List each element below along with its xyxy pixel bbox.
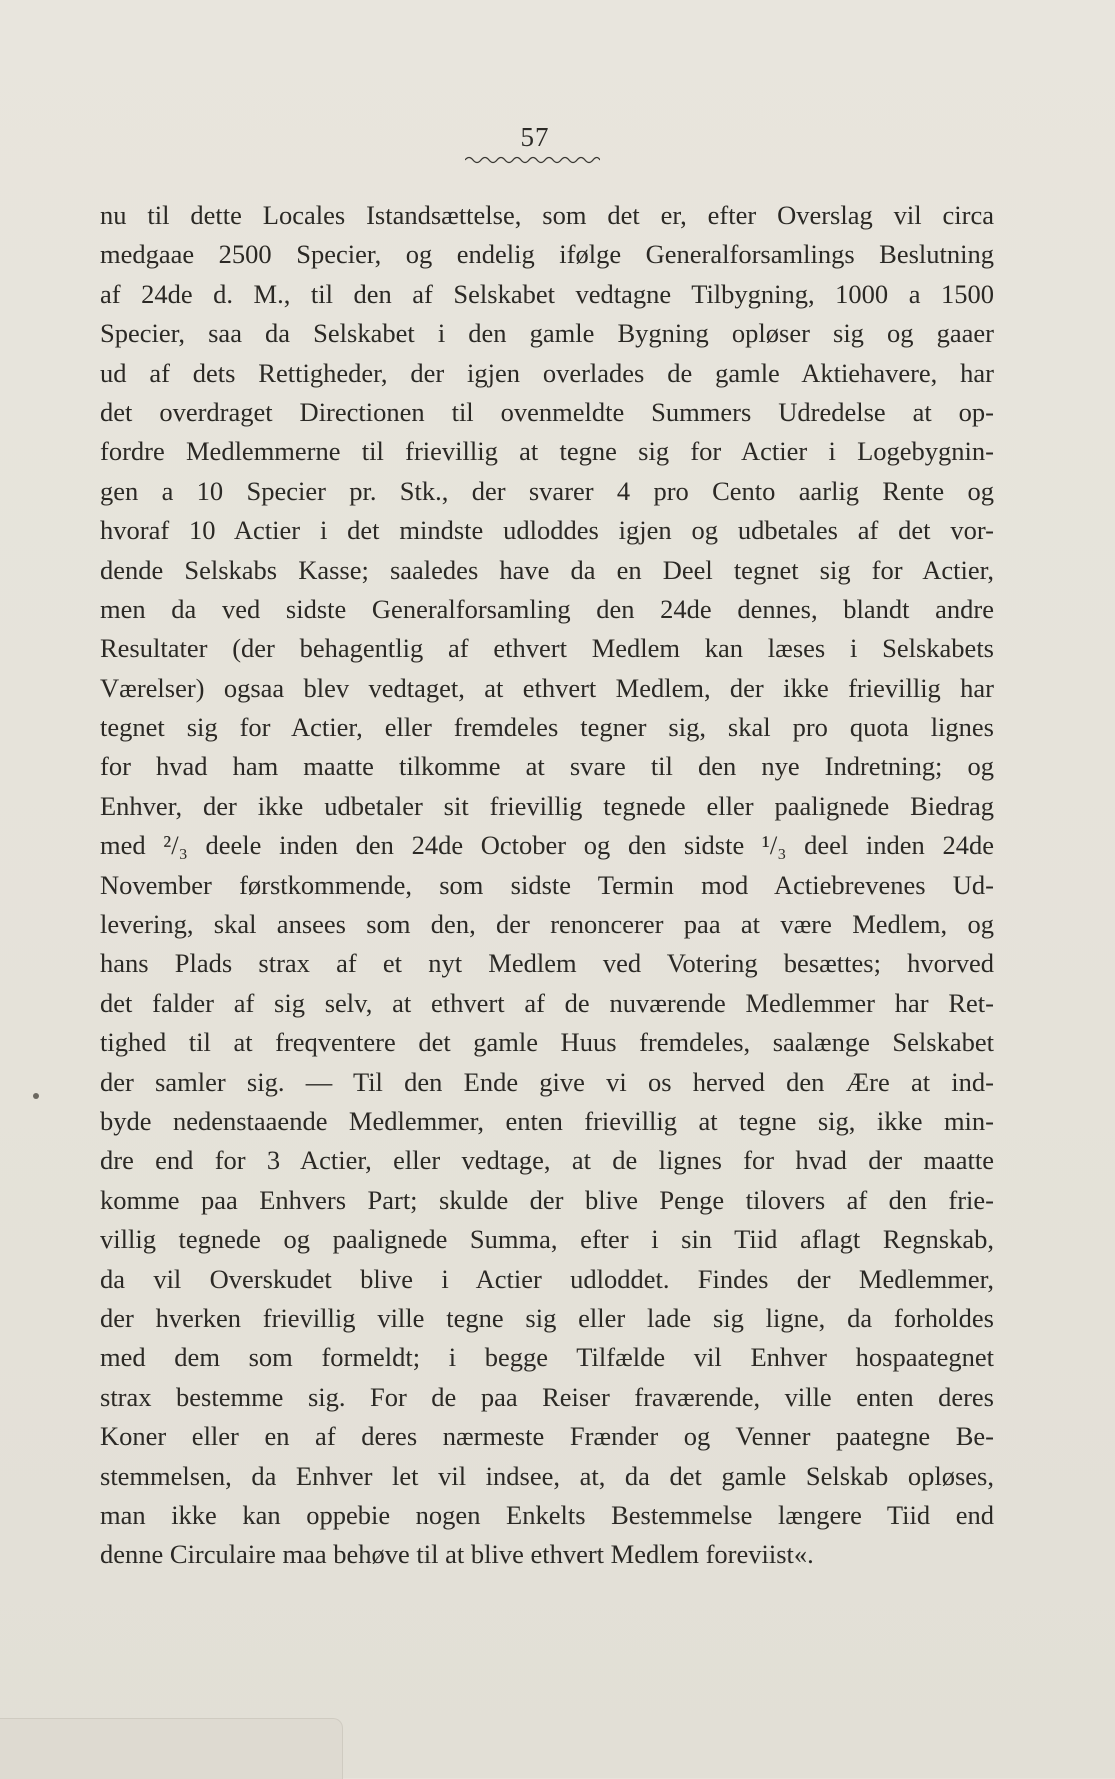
text-line: stemmelsen, da Enhver let vil indsee, at, da det gamle Selskab opløses, — [100, 1460, 994, 1491]
text-line: Koner eller en af deres nærmeste Frænder og Venner paategne Be- — [100, 1421, 994, 1452]
text-line: Resultater (der behagentlig af ethvert Medlem kan læses i Selskabets — [100, 633, 994, 664]
text-line: tegnet sig for Actier, eller fremdeles tegner sig, skal pro quota lignes — [100, 712, 994, 743]
text-line: man ikke kan oppebie nogen Enkelts Bestemmelse længere Tiid end — [100, 1499, 994, 1530]
text-line: men da ved sidste Generalforsamling den 24de dennes, blandt andre — [100, 593, 994, 624]
text-line: dende Selskabs Kasse; saaledes have da en Deel tegnet sig for Actier, — [100, 554, 994, 585]
text-line: villig tegnede og paalignede Summa, efter i sin Tiid aflagt Regnskab, — [100, 1224, 994, 1255]
text-line: Specier, saa da Selskabet i den gamle Bygning opløser sig og gaaer — [100, 318, 994, 349]
text-line: det falder af sig selv, at ethvert af de nuværende Medlemmer har Ret- — [100, 987, 994, 1018]
text-line: med dem som formeldt; i begge Tilfælde vil Enhver hospaategnet — [100, 1342, 994, 1373]
text-line: for hvad ham maatte tilkomme at svare til den nye Indretning; og — [100, 751, 994, 782]
text-line: strax bestemme sig. For de paa Reiser fraværende, ville enten deres — [100, 1381, 994, 1412]
text-line: Værelser) ogsaa blev vedtaget, at ethvert Medlem, der ikke frievillig har — [100, 672, 994, 703]
text-line: denne Circulaire maa behøve til at blive ethvert Medlem foreviist«. — [100, 1539, 814, 1570]
text-line: medgaae 2500 Specier, og endelig ifølge Generalforsamlings Beslutning — [100, 239, 994, 270]
text-line: der samler sig. — Til den Ende give vi os herved den Ære at ind- — [100, 1066, 994, 1097]
text-line: med ²/₃ deele inden den 24de October og den sidste ¹/₃ deel inden 24de — [100, 830, 994, 861]
text-line: tighed til at freqventere det gamle Huus fremdeles, saalænge Selskabet — [100, 1027, 994, 1058]
text-line: dre end for 3 Actier, eller vedtage, at de lignes for hvad der maatte — [100, 1145, 994, 1176]
body-text — [100, 196, 994, 1575]
text-line: ud af dets Rettigheder, der igjen overlades de gamle Aktiehavere, har — [100, 357, 994, 388]
text-line: af 24de d. M., til den af Selskabet vedtagne Tilbygning, 1000 a 1500 — [100, 278, 994, 309]
text-line: komme paa Enhvers Part; skulde der blive Penge tilovers af den frie- — [100, 1184, 994, 1215]
text-line: levering, skal ansees som den, der renoncerer paa at være Medlem, og — [100, 909, 994, 940]
text-line: da vil Overskudet blive i Actier udloddet. Findes der Medlemmer, — [100, 1263, 994, 1294]
text-line: hans Plads strax af et nyt Medlem ved Votering besættes; hvorved — [100, 948, 994, 979]
text-line: det overdraget Directionen til ovenmeldte Summers Udredelse at op- — [100, 396, 994, 427]
text-line: fordre Medlemmerne til frievillig at tegne sig for Actier i Logebygnin- — [100, 436, 994, 467]
text-line: gen a 10 Specier pr. Stk., der svarer 4 pro Cento aarlig Rente og — [100, 475, 994, 506]
page-number: 57 — [520, 122, 550, 152]
text-line: nu til dette Locales Istandsættelse, som det er, efter Overslag vil circa — [100, 200, 994, 230]
wavy-ornament-icon — [465, 154, 600, 166]
text-line: November førstkommende, som sidste Termin mod Actiebrevenes Ud- — [100, 869, 994, 900]
text-line: byde nedenstaaende Medlemmer, enten frievillig at tegne sig, ikke min- — [100, 1105, 994, 1136]
text-line: der hverken frievillig ville tegne sig eller lade sig ligne, da forholdes — [100, 1302, 994, 1333]
page-edge-shadow — [0, 1718, 343, 1779]
margin-mark — [33, 1093, 39, 1099]
text-line: Enhver, der ikke udbetaler sit frievillig tegnede eller paalignede Biedrag — [100, 790, 994, 821]
text-line: hvoraf 10 Actier i det mindste udloddes igjen og udbetales af det vor- — [100, 515, 994, 546]
